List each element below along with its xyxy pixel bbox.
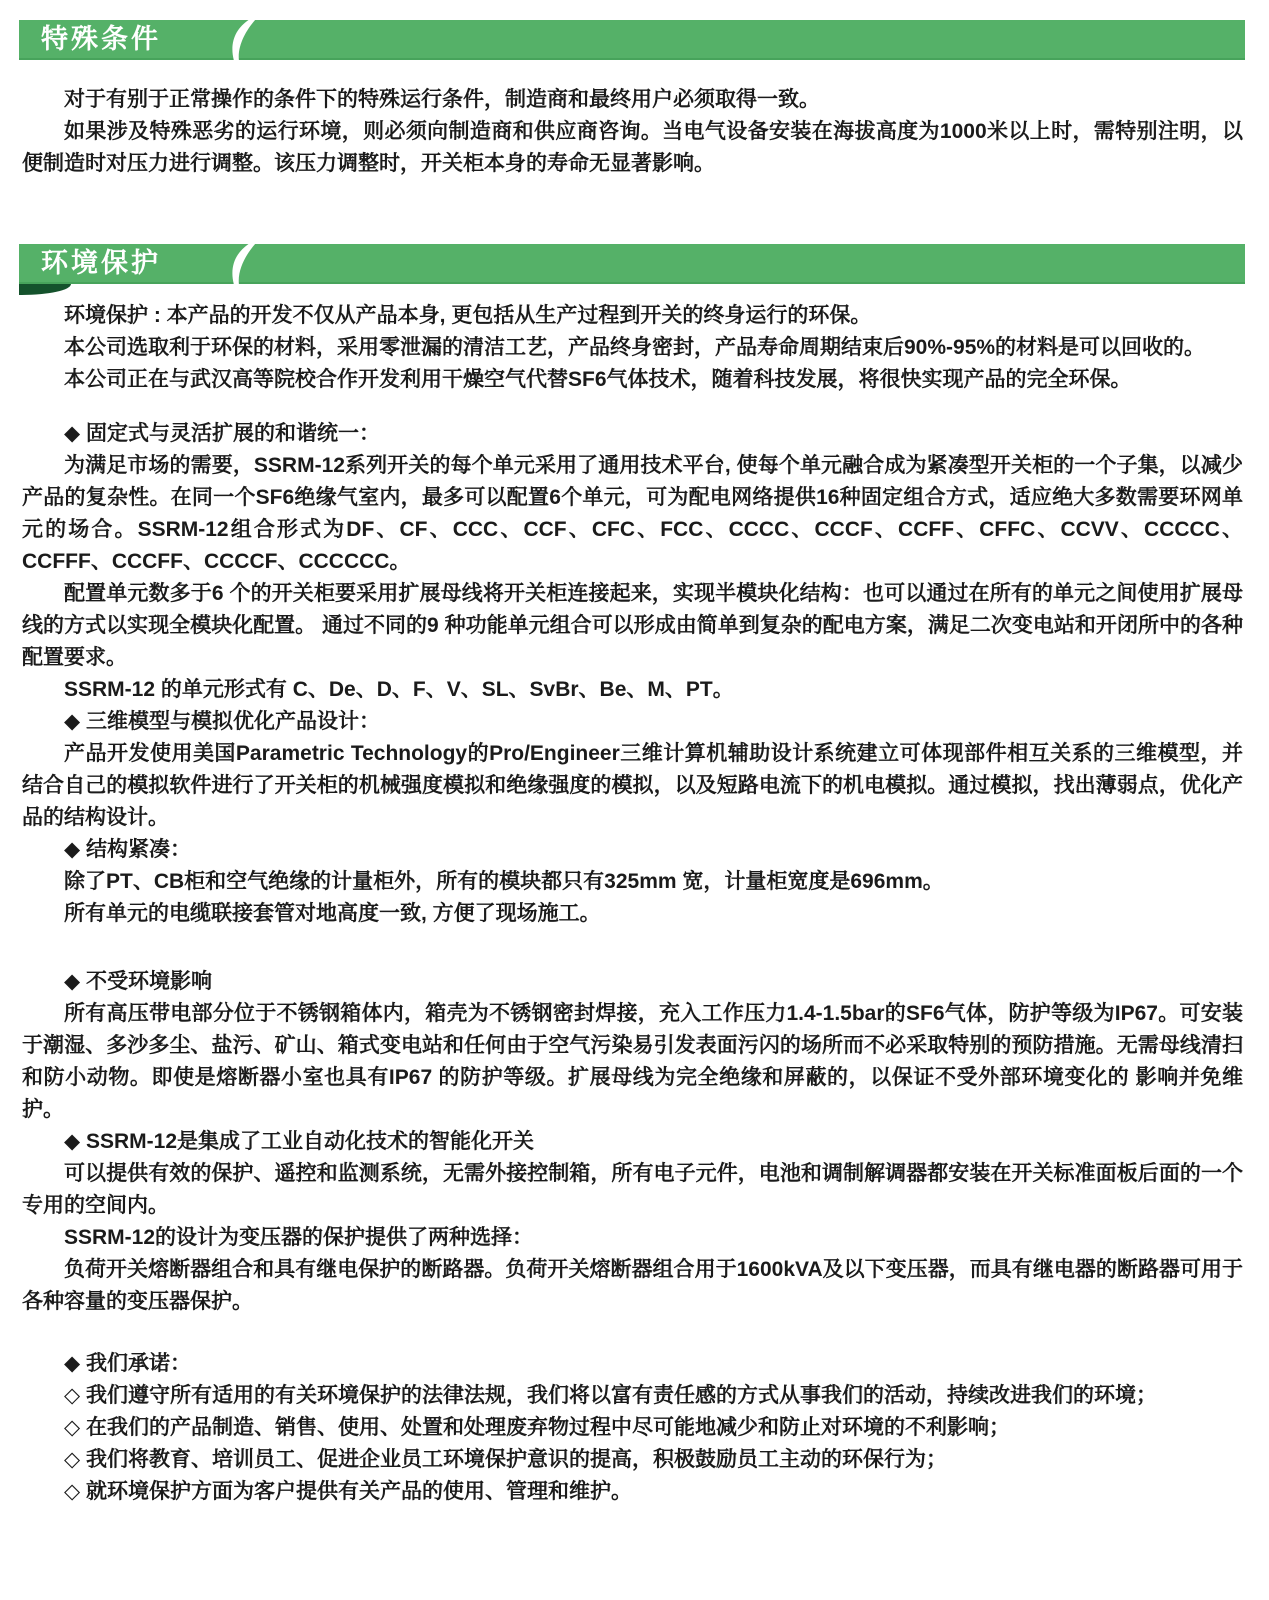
paragraph: 本公司正在与武汉高等院校合作开发利用干燥空气代替SF6气体技术，随着科技发展，将很快实现产品的完全环保。 — [64, 368, 1132, 391]
paragraph: 负荷开关熔断器组合和具有继电保护的断路器。负荷开关熔断器组合用于1600kVA及以下变压器，而具有继电器的断路器可用于各种容量的变压器保护。 — [22, 1258, 1243, 1313]
paragraph: 可以提供有效的保护、遥控和监测系统，无需外接控制箱，所有电子元件，电池和调制解调器都安装在开关标准面板后面的一个专用的空间内。 — [22, 1162, 1243, 1217]
section-title: 特殊条件 — [41, 24, 161, 54]
paragraph: 配置单元数多于6 个的开关柜要采用扩展母线将开关柜连接起来，实现半模块化结构：也可以通过在所有的单元之间使用扩展母线的方式以实现全模块化配置。 通过不同的9 种功能单元组合可以形成由简单到复杂的配电方案，满足二次变电站和开闭所中的各种配置要求。 — [22, 582, 1243, 669]
paragraph: SSRM-12的设计为变压器的保护提供了两种选择： — [64, 1226, 534, 1249]
paragraph: 除了PT、CB柜和空气绝缘的计量柜外，所有的模块都只有325mm 宽，计量柜宽度是696mm。 — [64, 870, 944, 893]
section-environmental-protection — [0, 244, 1269, 1508]
section-special-conditions — [0, 20, 1269, 180]
paragraph: 本公司选取利于环保的材料，采用零泄漏的清洁工艺，产品终身密封，产品寿命周期结束后90%-95%的材料是可以回收的。 — [64, 336, 1206, 359]
banner-notch-icon — [224, 244, 258, 284]
paragraph: 对于有别于正常操作的条件下的特殊运行条件，制造商和最终用户必须取得一致。 — [64, 88, 820, 111]
commitment-item: ◇ 在我们的产品制造、销售、使用、处置和处理废弃物过程中尽可能地减少和防止对环境的不利影响； — [64, 1416, 1010, 1439]
commitment-item: ◇ 我们遵守所有适用的有关环境保护的法律法规，我们将以富有责任感的方式从事我们的活动，持续改进我们的环境； — [64, 1384, 1157, 1407]
bullet-heading: ◆ SSRM-12是集成了工业自动化技术的智能化开关 — [64, 1130, 535, 1153]
paragraph: SSRM-12 的单元形式有 C、De、D、F、V、SL、SvBr、Be、M、PT。 — [64, 678, 734, 701]
bullet-heading: ◆ 结构紧凑： — [64, 838, 191, 861]
bullet-heading: ◆ 不受环境影响 — [64, 970, 212, 993]
bullet-heading: ◆ 我们承诺： — [64, 1352, 191, 1375]
paragraph: 为满足市场的需要，SSRM-12系列开关的每个单元采用了通用技术平台, 使每个单元融合成为紧凑型开关柜的一个子集，以减少产品的复杂性。在同一个SF6绝缘气室内，最多可以配置6个单元，可为配电网络提供16种固定组合方式，适应绝大多数需要环网单元的场合。SSRM-12组合形式为DF、CF、CCC、CCF、CFC、FCC、CCCC、CCCF、CCFF、CFFC、CCVV、CCCCC、CCFFF、CCCFF、CCCCF、CCCCCC。 — [22, 454, 1243, 573]
section-body — [0, 84, 1269, 180]
paragraph: 所有高压带电部分位于不锈钢箱体内，箱壳为不锈钢密封焊接，充入工作压力1.4-1.5bar的SF6气体，防护等级为IP67。可安装于潮湿、多沙多尘、盐污、矿山、箱式变电站和任何由于空气污染易引发表面污闪的场所而不必采取特别的预防措施。无需母线清扫和防小动物。即使是熔断器小室也具有IP67 的防护等级。扩展母线为完全绝缘和屏蔽的，以保证不受外部环境变化的 影响并免维护。 — [22, 1002, 1243, 1121]
bullet-heading: ◆ 固定式与灵活扩展的和谐统一： — [64, 422, 380, 445]
section-banner — [19, 244, 1245, 284]
banner-fold-decoration — [19, 284, 71, 295]
bullet-heading: ◆ 三维模型与模拟优化产品设计： — [64, 710, 380, 733]
section-title: 环境保护 — [41, 248, 161, 278]
banner-notch-icon — [224, 20, 258, 60]
commitment-item: ◇ 就环境保护方面为客户提供有关产品的使用、管理和维护。 — [64, 1480, 632, 1503]
paragraph: 产品开发使用美国Parametric Technology的Pro/Engineer三维计算机辅助设计系统建立可体现部件相互关系的三维模型，并结合自己的模拟软件进行了开关柜的机械强度模拟和绝缘强度的模拟，以及短路电流下的机电模拟。通过模拟，找出薄弱点，优化产品的结构设计。 — [22, 742, 1243, 829]
paragraph: 所有单元的电缆联接套管对地高度一致, 方便了现场施工。 — [64, 902, 601, 925]
paragraph: 如果涉及特殊恶劣的运行环境，则必须向制造商和供应商咨询。当电气设备安装在海拔高度为1000米以上时，需特别注明，以便制造时对压力进行调整。该压力调整时，开关柜本身的寿命无显著影响。 — [22, 120, 1243, 175]
section-banner — [19, 20, 1245, 60]
commitment-item: ◇ 我们将教育、培训员工、促进企业员工环境保护意识的提高，积极鼓励员工主动的环保行为； — [64, 1448, 947, 1471]
paragraph: 环境保护 : 本产品的开发不仅从产品本身, 更包括从生产过程到开关的终身运行的环保。 — [64, 304, 872, 327]
section-body — [0, 300, 1269, 1508]
